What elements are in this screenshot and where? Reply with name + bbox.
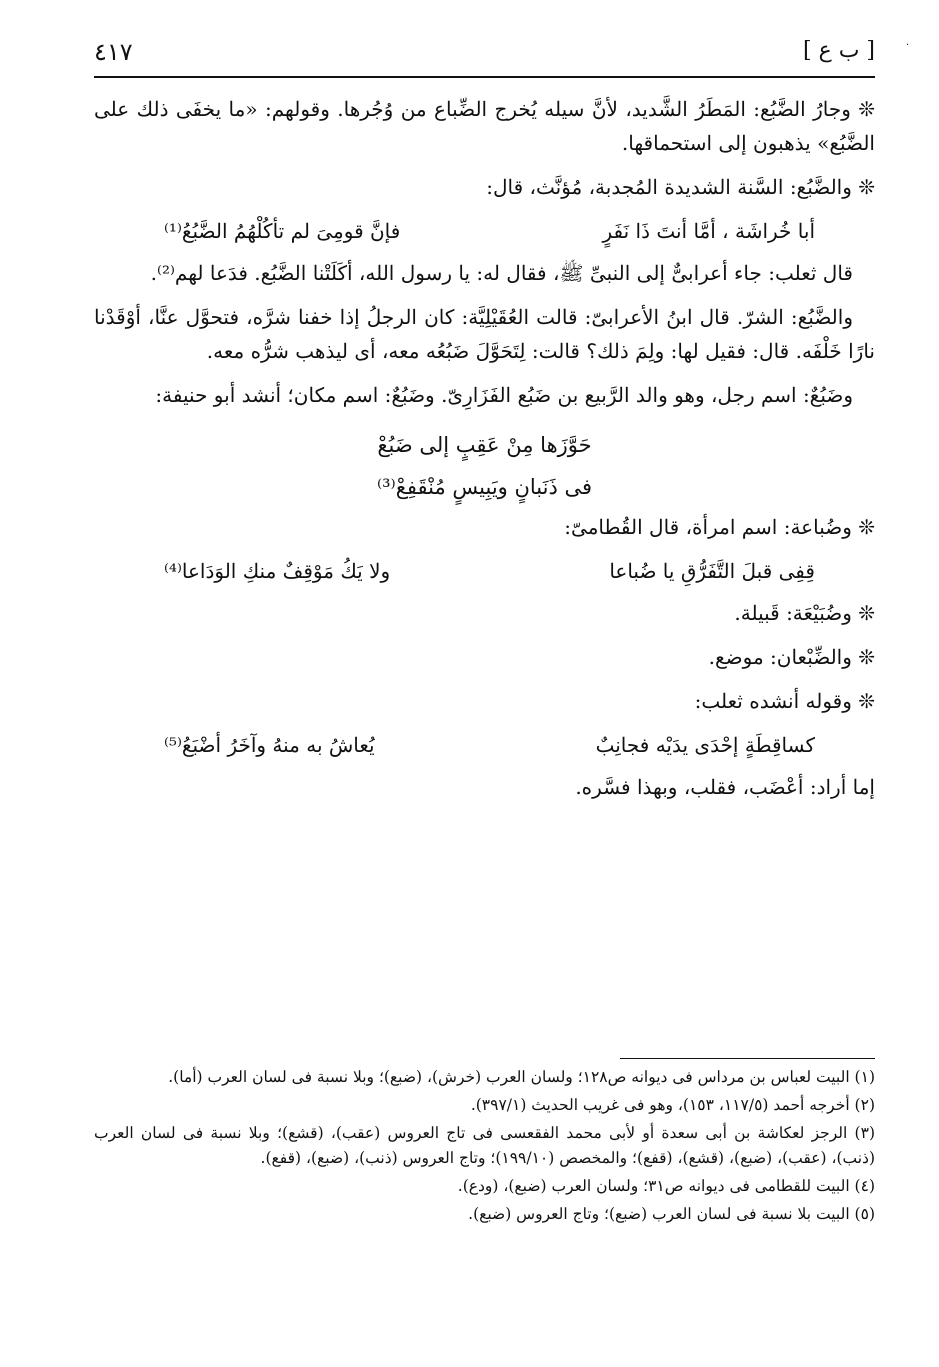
verse-line-1 <box>164 214 815 248</box>
main-text <box>94 92 875 814</box>
footnotes <box>94 1065 875 1230</box>
rajaz-line-2: فى ذَنَبانٍ ويَبِيسٍ مُنْقَفِعْ⁽³⁾ <box>376 475 593 499</box>
page-header <box>94 38 875 78</box>
footnote-2: (٢) أخرجه أحمد (١١٧/٥، ١٥٣)، وهو فى غريب الحديث (٣٩٧/١). <box>470 1096 875 1114</box>
rajaz-line-1: حَوَّزَها مِنْ عَقِبٍ إلى ضَبُعْ <box>377 433 592 457</box>
paragraph-dabu-name: وضَبُعٌ: اسم رجل، وهو والد الرَّبيع بن ضَبُع الفَزَارِىّ. وضَبُعٌ: اسم مكان؛ أنشد أبو حنيفة: <box>155 383 853 407</box>
rajaz-verse <box>94 424 875 508</box>
verse-1-first-hemistich: أبا خُراشَة ، أمَّا أنتَ ذَا نَفَرٍ <box>602 219 815 243</box>
verse-3-second-hemistich: يُعاشُ به منهُ وآخَرُ أضْبَعُ⁽⁵⁾ <box>164 733 375 757</box>
footnote-1: (١) البيت لعباس بن مرداس فى ديوانه ص١٢٨؛ ولسان العرب (خرش)، (ضبع)؛ وبلا نسبة فى لسان العرب (أما). <box>168 1068 875 1086</box>
footnote-5: (٥) البيت بلا نسبة فى لسان العرب (ضبع)؛ وتاج العروس (ضبع). <box>468 1205 875 1223</box>
footnote-3: (٣) الرجز لعكاشة بن أبى سعدة أو لأبى محمد الفقعسى فى تاج العروس (عقب)، (قشع)؛ وبلا نسبة فى لسان العرب (ذنب)، (عقب)، (ضبع)، (قشع)، (قفع)؛ والمخصص (١٩٩/١٠)؛ وتاج العروس (ذنب)، (ضبع)، (قفع). <box>94 1124 875 1167</box>
verse-line-3 <box>164 728 815 762</box>
verse-3-first-hemistich: كساقِطَةٍ إحْدَى يدَيْه فجانِبٌ <box>595 733 815 757</box>
paragraph-dibaan: ❊ والضِّبْعان: موضع. <box>708 645 875 669</box>
paragraph-thaalab: قال ثعلب: جاء أعرابىٌّ إلى النبىِّ ﷺ، فقال له: يا رسول الله، أكَلَتْنا الضَّبُع. فدَعا لهم⁽²⁾. <box>150 261 853 285</box>
header-rule <box>94 76 875 78</box>
paragraph-wijar: ❊ وجارُ الضَّبُع: المَطَرُ الشَّديد، لأنَّ سيله يُخرج الضِّباع من وُجُرها. وقولهم: «ما يخفَى ذلك على الضَّبُع» يذهبون إلى استحماقها. <box>94 97 875 155</box>
verse-1-second-hemistich: فإنَّ قومِىَ لم تأكُلْهُمُ الضَّبُعُ⁽¹⁾ <box>164 219 401 243</box>
paragraph-qawluhu: ❊ وقوله أنشده ثعلب: <box>694 689 875 713</box>
paragraph-dubaa: ❊ وضُباعة: اسم امرأة، قال القُطامىّ: <box>564 515 875 539</box>
paragraph-dubayaa: ❊ وضُبَيْعَة: قَبيلة. <box>734 601 875 625</box>
footnote-4: (٤) البيت للقطامى فى ديوانه ص٣١؛ ولسان العرب (ضبع)، (ودع). <box>457 1177 875 1195</box>
section-marker: [ ب ع ] <box>803 38 875 63</box>
verse-2-first-hemistich: قِفِى قبلَ التَّفَرُّقِ يا ضُباعا <box>609 559 815 583</box>
page-number: ٤١٧ <box>94 38 133 66</box>
verse-2-second-hemistich: ولا يَكُ مَوْقِفٌ منكِ الوَدَاعا⁽⁴⁾ <box>164 559 391 583</box>
corner-mark: · <box>906 40 910 51</box>
footnote-rule <box>620 1058 875 1059</box>
paragraph-sharr: والضَّبُع: الشرّ. قال ابنُ الأعرابىّ: قالت العُقَيْلِيَّة: كان الرجلُ إذا خفنا شرَّه، فتحوَّل عنَّا، أوْقَدْنا نارًا خَلْفَه. قال: فقيل لها: ولِمَ ذلك؟ قالت: لِتَحَوَّلَ ضَبُعُه معه، أى ليذهب شرُّه معه. <box>94 305 875 363</box>
verse-line-2 <box>164 554 815 588</box>
paragraph-arada: إما أراد: أعْضَب، فقلب، وبهذا فسَّره. <box>575 775 875 799</box>
paragraph-sana: ❊ والضَّبُع: السَّنة الشديدة المُجدبة، مُؤنَّث، قال: <box>486 175 875 199</box>
